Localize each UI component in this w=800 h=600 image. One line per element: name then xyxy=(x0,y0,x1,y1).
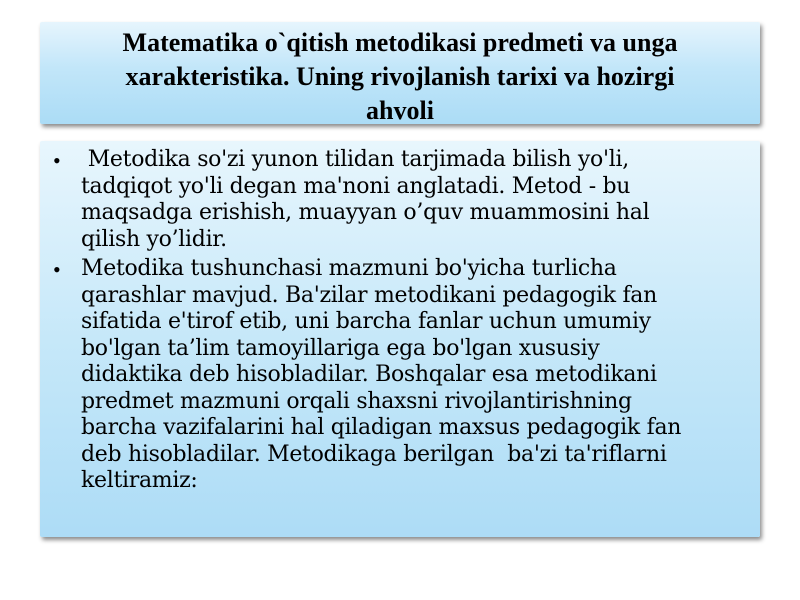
bullet-line: Metodika so'zi yunon tilidan tarjimada bilish yo'li, xyxy=(81,147,629,172)
slide-title xyxy=(40,22,760,124)
bullet-line: tadqiqot yo'li degan ma'noni anglatadi. Metod - bu xyxy=(81,173,631,199)
slide-title-line-2: xarakteristika. Uning rivojlanish tarixi va hozirgi xyxy=(125,62,675,91)
bullet-item xyxy=(50,147,750,253)
bullet-line: deb hisobladilar. Metodikaga berilgan ba'zi ta'riflarni xyxy=(81,441,667,467)
bullet-line: keltiramiz: xyxy=(81,468,198,493)
bullet-line: predmet mazmuni orqali shaxsni rivojlantirishning xyxy=(81,388,632,414)
bullet-icon: • xyxy=(53,148,61,173)
slide-title-line-1: Matematika o`qitish metodikasi predmeti va unga xyxy=(122,28,678,57)
bullet-line: Metodika tushunchasi mazmuni bo'yicha turlicha xyxy=(81,256,617,281)
bullet-line: qilish yo’lidir. xyxy=(81,226,227,252)
bullet-line: barcha vazifalarini hal qiladigan maxsus pedagogik fan xyxy=(81,415,682,440)
bullet-line: sifatida e'tirof etib, uni barcha fanlar uchun umumiy xyxy=(81,309,651,334)
content-box xyxy=(40,141,760,537)
bullet-list xyxy=(50,147,750,495)
bullet-text xyxy=(81,256,750,495)
bullet-text xyxy=(81,147,750,253)
bullet-line: qarashlar mavjud. Ba'zilar metodikani pedagogik fan xyxy=(81,282,657,308)
bullet-icon: • xyxy=(53,257,61,282)
bullet-line: maqsadga erishish, muayyan o’quv muammosini hal xyxy=(81,200,650,225)
slide-title-line-3: ahvoli xyxy=(366,96,434,124)
bullet-line: bo'lgan ta’lim tamoyillariga ega bo'lgan xususiy xyxy=(81,335,600,361)
title-box xyxy=(40,22,760,124)
bullet-line: didaktika deb hisobladilar. Boshqalar esa metodikani xyxy=(81,362,657,387)
bullet-item xyxy=(50,256,750,495)
